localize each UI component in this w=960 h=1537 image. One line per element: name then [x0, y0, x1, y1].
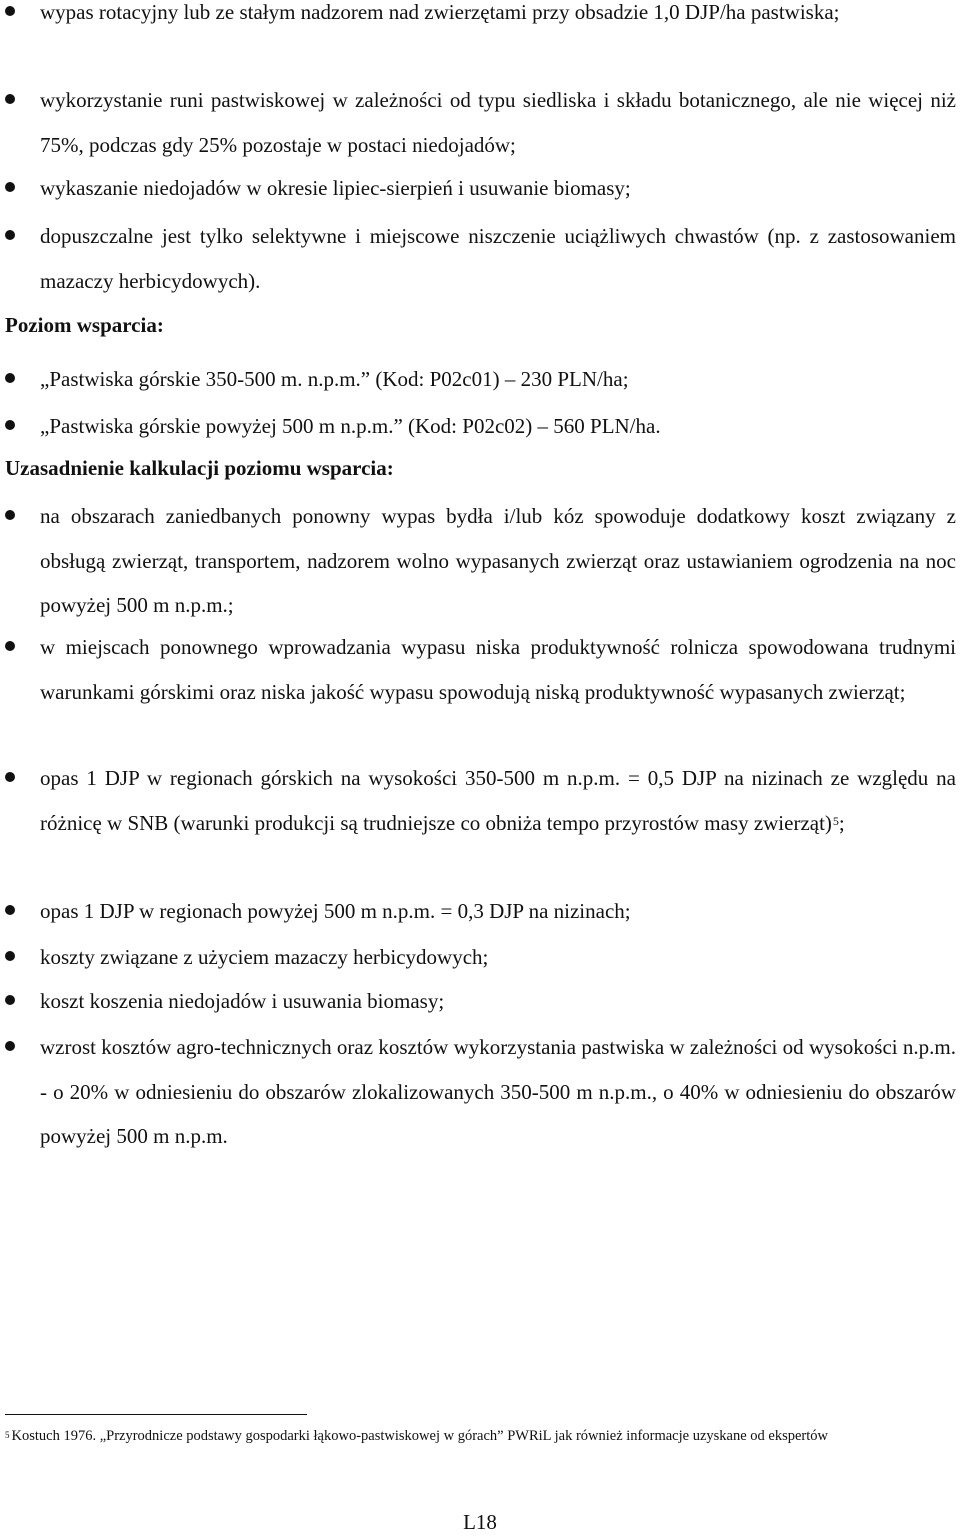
bullet-icon	[5, 373, 15, 383]
list-item-text: wykaszanie niedojadów w okresie lipiec-sierpień i usuwanie biomasy;	[40, 176, 631, 200]
list-item-text: na obszarach zaniedbanych ponowny wypas bydła i/lub kóz spowoduje dodatkowy koszt związany z obsługą zwierząt, transportem, nadzorem wolno wypasanych zwierząt oraz ustawianiem ogrodzenia na noc powyżej 500 m n.p.m.;	[40, 504, 956, 617]
list-item-text: wykorzystanie runi pastwiskowej w zależności od typu siedliska i składu botanicznego, ale nie więcej niż 75%, podczas gdy 25% pozostaje w postaci niedojadów;	[40, 88, 956, 157]
bullet-icon	[5, 6, 15, 16]
list-item	[40, 166, 956, 211]
list-item	[40, 1025, 956, 1159]
bullet-icon	[5, 182, 15, 192]
list-item	[40, 404, 956, 449]
bullet-icon	[5, 951, 15, 961]
support-level-heading: Poziom wsparcia:	[5, 313, 164, 337]
list-item-text: w miejscach ponownego wprowadzania wypasu niska produktywność rolnicza spowodowana trudnymi warunkami górskimi oraz niska jakość wypasu spowodują niską produktywność wypasanych zwierząt;	[40, 635, 956, 704]
footnote-number: 5	[5, 1430, 10, 1440]
list-item	[40, 357, 956, 402]
list-item	[40, 494, 956, 628]
footnote-text: Kostuch 1976. „Przyrodnicze podstawy gospodarki łąkowo-pastwiskowej w górach” PWRiL jak również informacje uzyskane od ekspertów	[11, 1428, 828, 1444]
bullet-icon	[5, 1041, 15, 1051]
list-item-text: opas 1 DJP w regionach górskich na wysokości 350-500 m n.p.m. = 0,5 DJP na nizinach ze względu na różnicę w SNB (warunki produkcji są trudniejsze co obniża tempo przyrostów masy zwierząt)	[40, 766, 956, 835]
bullet-icon	[5, 94, 15, 104]
bullet-icon	[5, 510, 15, 520]
list-item	[40, 625, 956, 714]
bullet-icon	[5, 995, 15, 1005]
list-item-text: opas 1 DJP w regionach powyżej 500 m n.p.m. = 0,3 DJP na nizinach;	[40, 899, 631, 923]
bullet-icon	[5, 641, 15, 651]
list-item-text: koszt koszenia niedojadów i usuwania biomasy;	[40, 989, 445, 1013]
list-item	[40, 0, 956, 35]
list-item	[40, 979, 956, 1024]
bullet-icon	[5, 420, 15, 430]
page-number: L18	[463, 1510, 497, 1534]
list-item-text: „Pastwiska górskie powyżej 500 m n.p.m.” (Kod: P02c02) – 560 PLN/ha.	[40, 414, 661, 438]
list-item-text: „Pastwiska górskie 350-500 m. n.p.m.” (Kod: P02c01) – 230 PLN/ha;	[40, 367, 629, 391]
footnote	[5, 1426, 950, 1446]
list-item	[40, 889, 956, 934]
list-item	[40, 78, 956, 167]
list-item-text: wzrost kosztów agro-technicznych oraz kosztów wykorzystania pastwiska w zależności od wysokości n.p.m. - o 20% w odniesieniu do obszarów zlokalizowanych 350-500 m n.p.m., o 40% w odniesieniu do obszarów powyżej 500 m n.p.m.	[40, 1035, 956, 1148]
list-item	[40, 214, 956, 303]
list-item-suffix: ;	[838, 810, 845, 835]
bullet-icon	[5, 772, 15, 782]
footnote-separator	[5, 1414, 307, 1415]
list-item	[40, 756, 956, 845]
bullet-icon	[5, 230, 15, 240]
justification-heading: Uzasadnienie kalkulacji poziomu wsparcia:	[5, 456, 394, 480]
list-item-text: koszty związane z użyciem mazaczy herbicydowych;	[40, 945, 489, 969]
list-item	[40, 935, 956, 980]
bullet-icon	[5, 905, 15, 915]
footnote-reference: 5	[832, 813, 839, 828]
list-item-text: dopuszczalne jest tylko selektywne i miejscowe niszczenie uciążliwych chwastów (np. z zastosowaniem mazaczy herbicydowych).	[40, 224, 956, 293]
list-item-text: wypas rotacyjny lub ze stałym nadzorem nad zwierzętami przy obsadzie 1,0 DJP/ha pastwiska;	[40, 0, 840, 24]
